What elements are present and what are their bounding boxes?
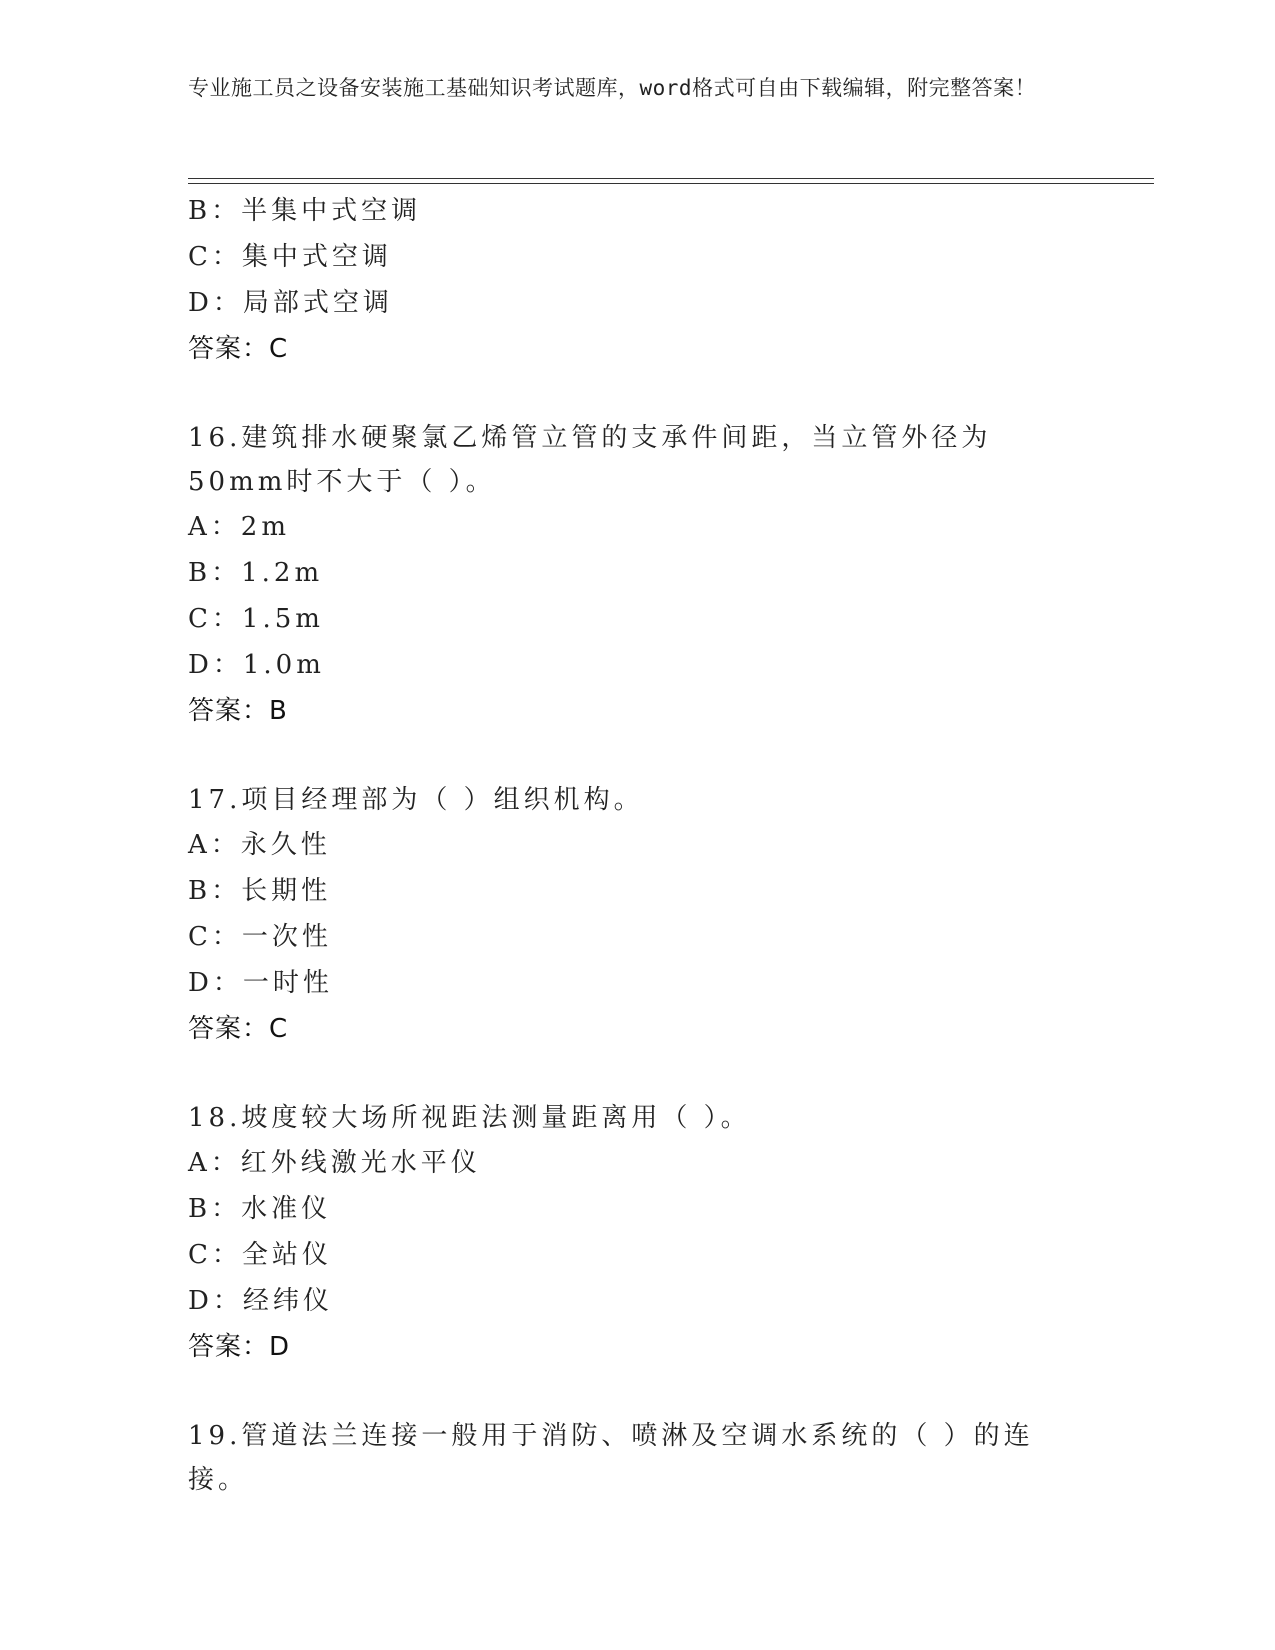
option-b: B：1.2m xyxy=(188,558,324,588)
answer: 答案：C xyxy=(188,334,289,364)
question-19 xyxy=(188,1414,1088,1502)
question-18 xyxy=(188,1096,1088,1370)
option-c: C：一次性 xyxy=(188,922,332,952)
option-d: D：局部式空调 xyxy=(188,288,393,318)
answer: 答案：C xyxy=(188,1014,289,1044)
question-title: 18.坡度较大场所视距法测量距离用（ ）。 xyxy=(188,1103,751,1133)
option-d: D：经纬仪 xyxy=(188,1286,333,1316)
option-d: D：一时性 xyxy=(188,968,333,998)
option-d: D：1.0m xyxy=(188,650,325,680)
option-b: B：长期性 xyxy=(188,876,332,906)
question-title: 16.建筑排水硬聚氯乙烯管立管的支承件间距，当立管外径为50mm时不大于（ ）。 xyxy=(188,423,992,497)
question-title: 17.项目经理部为（ ）组织机构。 xyxy=(188,785,644,815)
document-header: 专业施工员之设备安装施工基础知识考试题库，word格式可自由下载编辑，附完整答案！ xyxy=(188,76,1037,100)
question-title: 19.管道法兰连接一般用于消防、喷淋及空调水系统的（ ）的连接。 xyxy=(188,1421,1034,1495)
option-b: B：半集中式空调 xyxy=(188,196,422,226)
header-divider-top xyxy=(188,178,1154,179)
option-a: A：永久性 xyxy=(188,830,331,860)
question-16 xyxy=(188,416,1088,734)
option-a: A：2m xyxy=(188,512,290,542)
option-c: C：集中式空调 xyxy=(188,242,392,272)
answer: 答案：B xyxy=(188,696,288,726)
question-17 xyxy=(188,778,1088,1052)
question-15-continuation xyxy=(188,188,1088,372)
option-b: B：水准仪 xyxy=(188,1194,332,1224)
answer: 答案：D xyxy=(188,1332,291,1362)
option-a: A：红外线激光水平仪 xyxy=(188,1148,481,1178)
option-c: C：全站仪 xyxy=(188,1240,332,1270)
header-divider-bottom xyxy=(188,183,1154,184)
option-c: C：1.5m xyxy=(188,604,324,634)
question-list xyxy=(188,188,1088,1502)
